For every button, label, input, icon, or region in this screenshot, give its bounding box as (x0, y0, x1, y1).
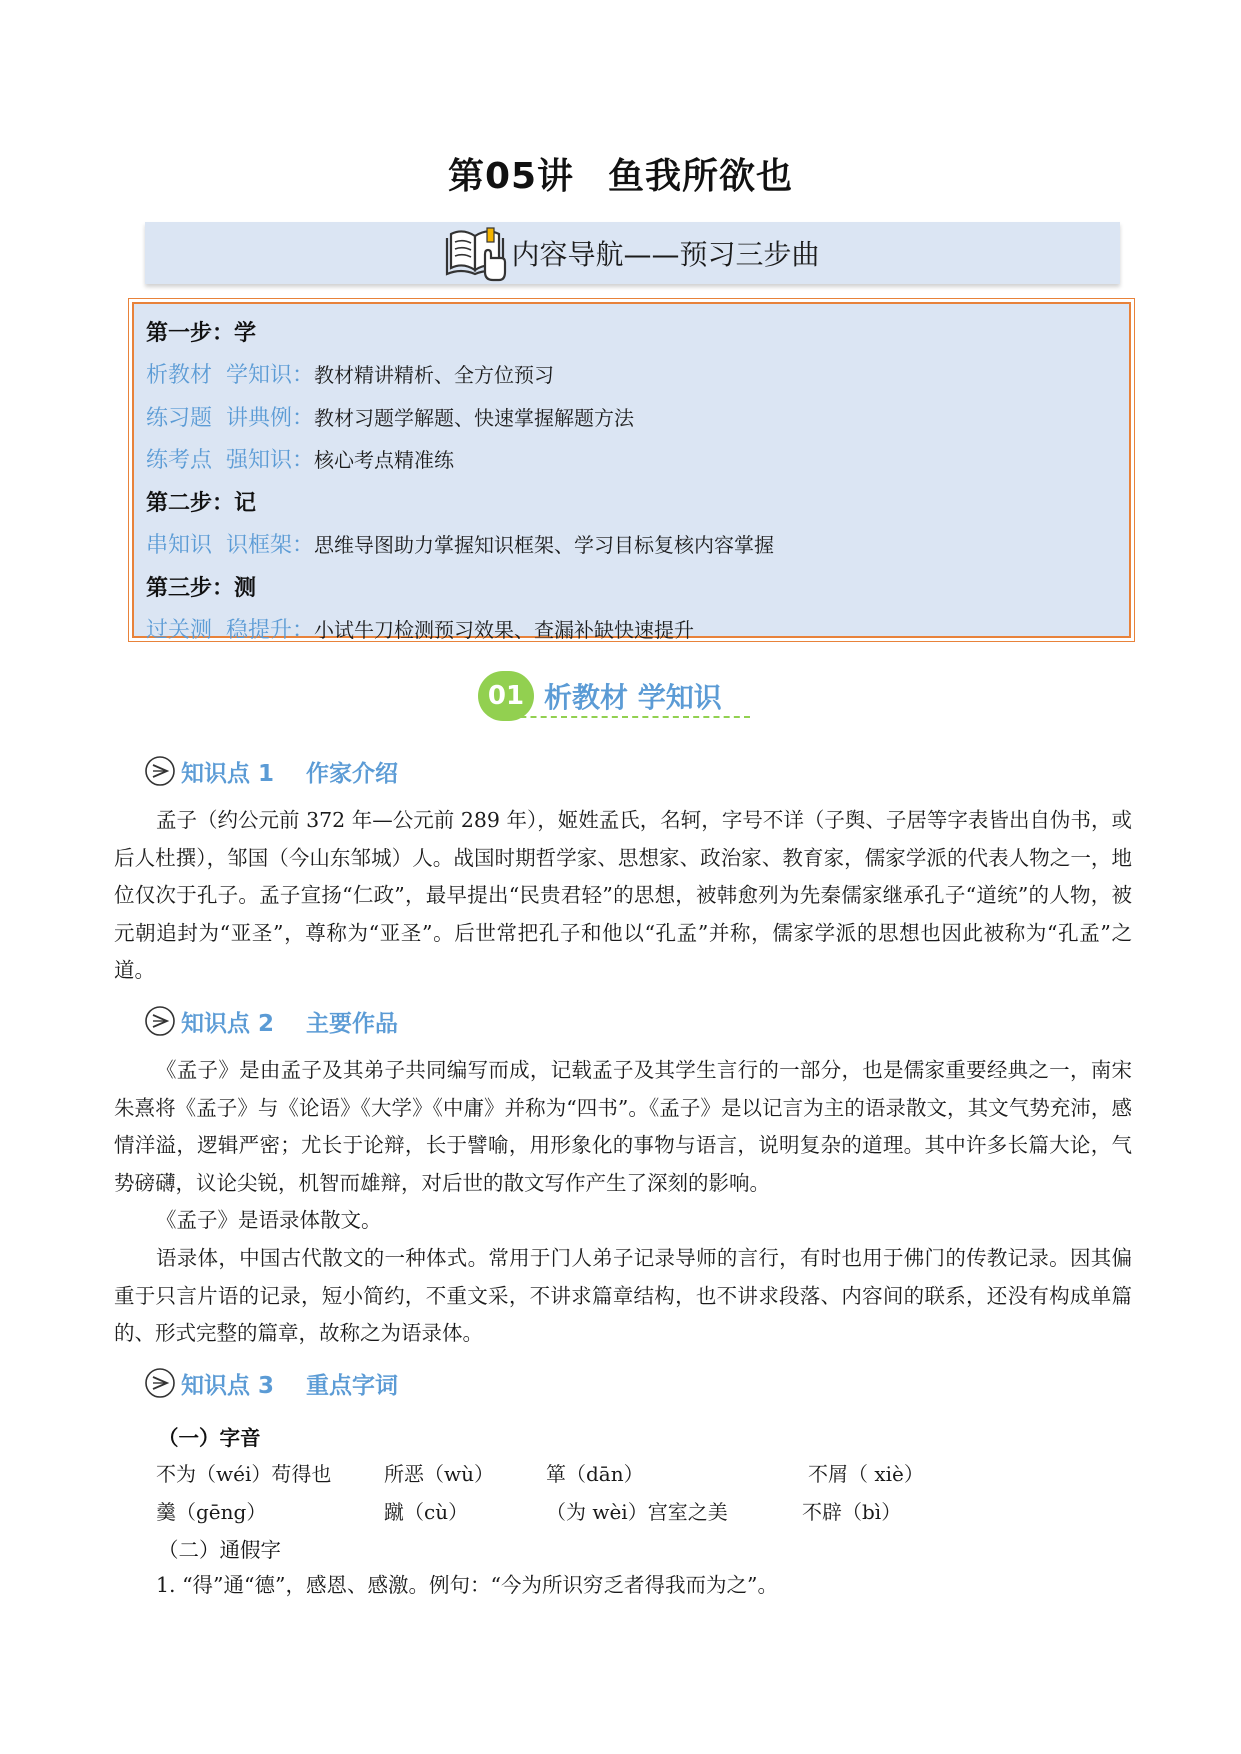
pronunciation-item: 不屑（ xiè） (808, 1462, 924, 1486)
lesson-title: 鱼我所欲也 (608, 156, 794, 197)
section-label: 析教材 学知识 (544, 681, 722, 714)
content-nav-banner (145, 222, 1120, 284)
works-paragraph: 《孟子》是由孟子及其弟子共同编写而成，记载孟子及其学生言行的一部分，也是儒家重要经典之一，南宋朱熹将《孟子》与《论语》《大学》《中庸》并称为“四书”。《孟子》是以记言为主的语录散文，其文气势充沛，感情洋溢，逻辑严密；尤长于论辩，长于譬喻，用形象化的事物与语言，说明复杂的道理。其中许多长篇大论，气势磅礴，议论尖锐，机智而雄辩，对后世的散文写作产生了深刻的影响。 (114, 1058, 1132, 1195)
section-number: 01 (478, 671, 534, 721)
step-2-heading: 第二步：记 (146, 490, 257, 516)
step-item-checkpoint-test: 过关测 稳提升： 小试牛刀检测预习效果、查漏补缺快速提升 (146, 618, 694, 644)
page-title (0, 148, 1241, 199)
interchangeable-chars-subheading: （二）通假字 (158, 1538, 281, 1562)
section-underline (500, 716, 750, 718)
knowledge-point-2-heading: 知识点 2 主要作品 (143, 1002, 398, 1040)
pronunciation-subheading: （一）字音 (158, 1426, 261, 1450)
pronunciation-item: 蹴（cù） (384, 1500, 469, 1524)
quotation-style-line: 《孟子》是语录体散文。 (156, 1208, 382, 1232)
circled-arrow-icon (143, 1004, 177, 1038)
pronunciation-item: 不辟（bì） (802, 1500, 902, 1524)
quotation-style-paragraph: 语录体，中国古代散文的一种体式。常用于门人弟子记录导师的言行，有时也用于佛门的传教记录。因其偏重于只言片语的记录，短小简约，不重文采，不讲求篇章结构，也不讲求段落、内容间的联系，还没有构成单篇的、形式完整的篇章，故称之为语录体。 (114, 1246, 1132, 1345)
pronunciation-item: 所恶（wù） (384, 1462, 494, 1486)
book-pointer-icon (445, 224, 509, 282)
knowledge-point-3-heading: 知识点 3 重点字词 (143, 1364, 398, 1402)
pronunciation-item: 箪（dān） (546, 1462, 644, 1486)
author-intro-paragraph: 孟子（约公元前 372 年—公元前 289 年），姬姓孟氏，名轲，字号不详（子舆、子居等字表皆出自伪书，或后人杜撰），邹国（今山东邹城）人。战国时期哲学家、思想家、政治家、教育家，儒家学派的代表人物之一，地位仅次于孔子。孟子宣扬“仁政”，最早提出“民贵君轻”的思想，被韩愈列为先秦儒家继承孔子“道统”的人物，被元朝追封为“亚圣”，尊称为“亚圣”。后世常把孔子和他以“孔孟”并称，儒家学派的思想也因此被称为“孔孟”之道。 (114, 808, 1132, 982)
step-1-heading: 第一步：学 (146, 320, 257, 346)
pronunciation-item: （为 wèi）宫室之美 (546, 1500, 728, 1524)
knowledge-point-1-heading: 知识点 1 作家介绍 (143, 752, 398, 790)
step-3-heading: 第三步：测 (146, 575, 257, 601)
lecture-number: 第05讲 (447, 156, 575, 197)
circled-arrow-icon (143, 1366, 177, 1400)
nav-title: 内容导航——预习三步曲 (511, 238, 820, 271)
step-item-study-textbook: 析教材 学知识： 教材精讲精析、全方位预习 (146, 363, 554, 389)
pronunciation-item: 不为（wéi）苟得也 (156, 1462, 332, 1486)
step-item-knowledge-framework: 串知识 识框架： 思维导图助力掌握知识框架、学习目标复核内容掌握 (146, 533, 774, 559)
pronunciation-item: 羹（gēng） (156, 1500, 267, 1524)
steps-overview-box (132, 302, 1131, 644)
circled-arrow-icon (143, 754, 177, 788)
interchangeable-example-1: 1. “得”通“德”，感恩、感激。例句：“今为所识穷乏者得我而为之”。 (156, 1573, 778, 1597)
step-item-practice-key-points: 练考点 强知识： 核心考点精准练 (146, 448, 454, 474)
step-item-practice-exercises: 练习题 讲典例： 教材习题学解题、快速掌握解题方法 (146, 405, 634, 431)
